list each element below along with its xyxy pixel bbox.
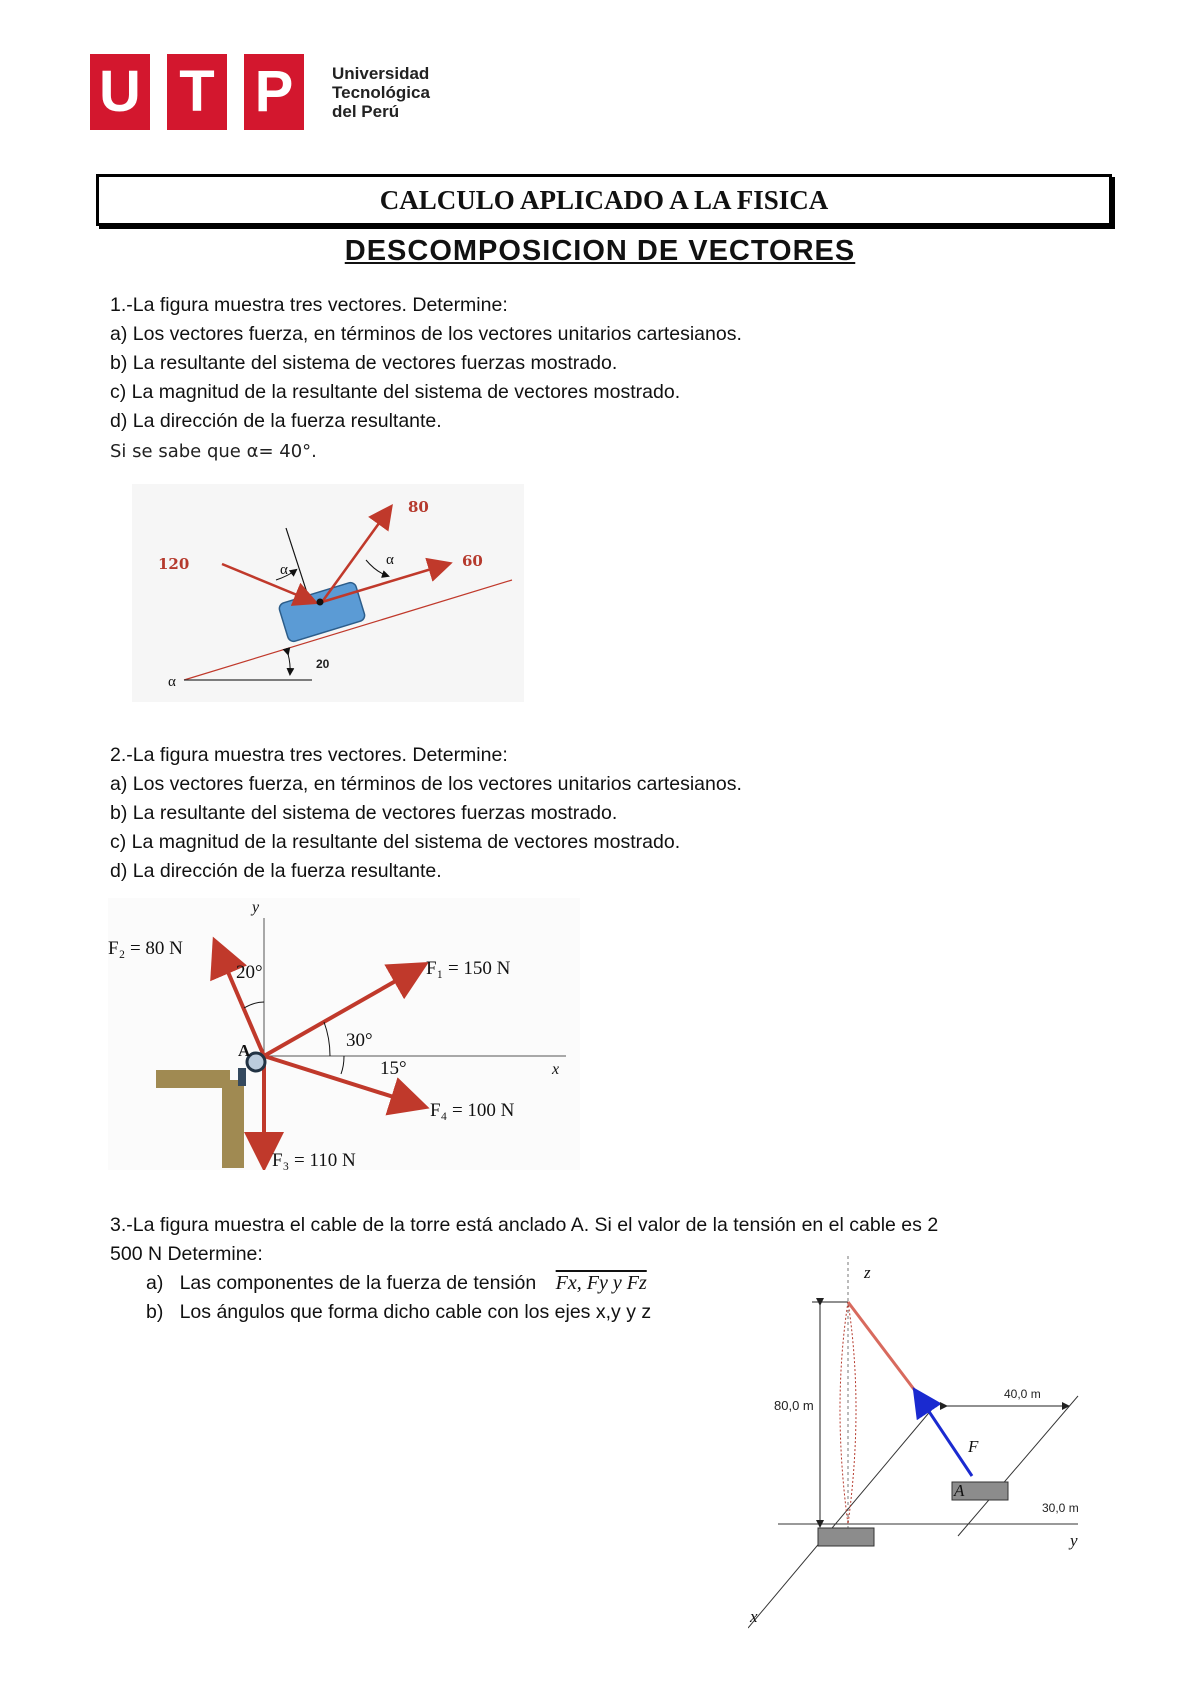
width-label: 40,0 m — [1004, 1387, 1041, 1401]
depth-label: 30,0 m — [1042, 1501, 1079, 1515]
force-120-label: 120 — [158, 555, 190, 573]
f2-label: F₂ = 80 N — [108, 938, 183, 959]
logo-wordmark — [332, 64, 430, 121]
logo-block-u — [90, 54, 150, 130]
problem3-item-a — [146, 1269, 647, 1298]
wall-top — [156, 1070, 230, 1088]
angle-20-label: 20° — [236, 962, 263, 983]
course-title: CALCULO APLICADO A LA FISICA — [379, 185, 829, 215]
force-80-label: 80 — [408, 498, 429, 516]
tower-base — [818, 1528, 874, 1546]
wall-side — [222, 1080, 244, 1168]
f4-label: F₄ = 100 N — [430, 1100, 515, 1121]
x-axis-label: x — [552, 1061, 560, 1078]
alpha-label-left: α — [280, 562, 288, 578]
problem1-note: Si se sabe que α= 40°. — [110, 441, 317, 462]
problem1-item-a: a) Los vectores fuerza, en términos de los vectores unitarios cartesianos. — [110, 323, 742, 345]
problem2-item-a: a) Los vectores fuerza, en términos de los vectores unitarios cartesianos. — [110, 773, 742, 795]
point-a-label: A — [238, 1041, 251, 1060]
angle-15-label: 15° — [380, 1058, 407, 1079]
problem2-item-d: d) La dirección de la fuerza resultante. — [110, 860, 442, 882]
alpha-label-base: α — [168, 674, 176, 690]
problem2-item-b: b) La resultante del sistema de vectores fuerzas mostrado. — [110, 802, 618, 824]
force-f-label: F — [968, 1437, 979, 1456]
logo-letter: P — [254, 59, 294, 124]
problem1-item-d: d) La dirección de la fuerza resultante. — [110, 410, 442, 432]
force-f-arrow — [916, 1392, 972, 1476]
x-axis-label: x — [750, 1607, 758, 1626]
logo-letter: U — [99, 59, 141, 124]
angle-30-label: 30° — [346, 1030, 373, 1051]
point-a-label: A — [954, 1481, 965, 1500]
force-components-math: Fx, Fy y Fz — [555, 1272, 647, 1294]
bracket — [238, 1068, 246, 1086]
cable — [848, 1302, 916, 1392]
problem3-intro-cont: 500 N Determine: — [110, 1243, 263, 1265]
f1-label: F₁ = 150 N — [426, 958, 511, 979]
logo-block-p — [244, 54, 304, 130]
logo-line: del Perú — [332, 102, 400, 121]
logo-line: Universidad — [332, 64, 430, 83]
z-axis-label: z — [864, 1263, 871, 1282]
course-title-box — [96, 174, 1112, 226]
logo-line: Tecnológica — [332, 83, 430, 102]
figure-3-tower-cable — [748, 1256, 1092, 1636]
alpha-label-right: α — [386, 552, 394, 568]
problem3-item-b: b) Los ángulos que forma dicho cable con los ejes x,y y z — [146, 1301, 652, 1323]
y-axis-label: y — [1070, 1531, 1078, 1550]
incline-angle-label: 20 — [316, 657, 330, 671]
x-axis — [748, 1402, 938, 1628]
problem2-intro: 2.-La figura muestra tres vectores. Determine: — [110, 744, 508, 766]
y-axis-label: y — [252, 899, 260, 916]
problem3-intro: 3.-La figura muestra el cable de la torre está anclado A. Si el valor de la tensión en el cable es 2 — [110, 1214, 939, 1236]
figure-2-force-system — [108, 898, 580, 1170]
problem1-intro: 1.-La figura muestra tres vectores. Determine: — [110, 294, 508, 316]
f3-label: F₃ = 110 N — [272, 1150, 356, 1170]
logo-block-t — [167, 54, 227, 130]
figure-1-block-on-incline — [132, 484, 524, 702]
force-60-label: 60 — [462, 552, 483, 570]
ground-line — [958, 1396, 1078, 1536]
topic-title: DESCOMPOSICION DE VECTORES — [344, 235, 856, 267]
problem2-item-c: c) La magnitud de la resultante del sistema de vectores mostrado. — [110, 831, 681, 853]
problem3-item-a-text: a) Las componentes de la fuerza de tensión — [146, 1272, 537, 1294]
height-label: 80,0 m — [774, 1398, 814, 1413]
problem1-item-c: c) La magnitud de la resultante del sistema de vectores mostrado. — [110, 381, 681, 403]
problem1-item-b: b) La resultante del sistema de vectores fuerzas mostrado. — [110, 352, 618, 374]
logo-letter: T — [179, 59, 215, 124]
pivot-point — [317, 599, 324, 606]
